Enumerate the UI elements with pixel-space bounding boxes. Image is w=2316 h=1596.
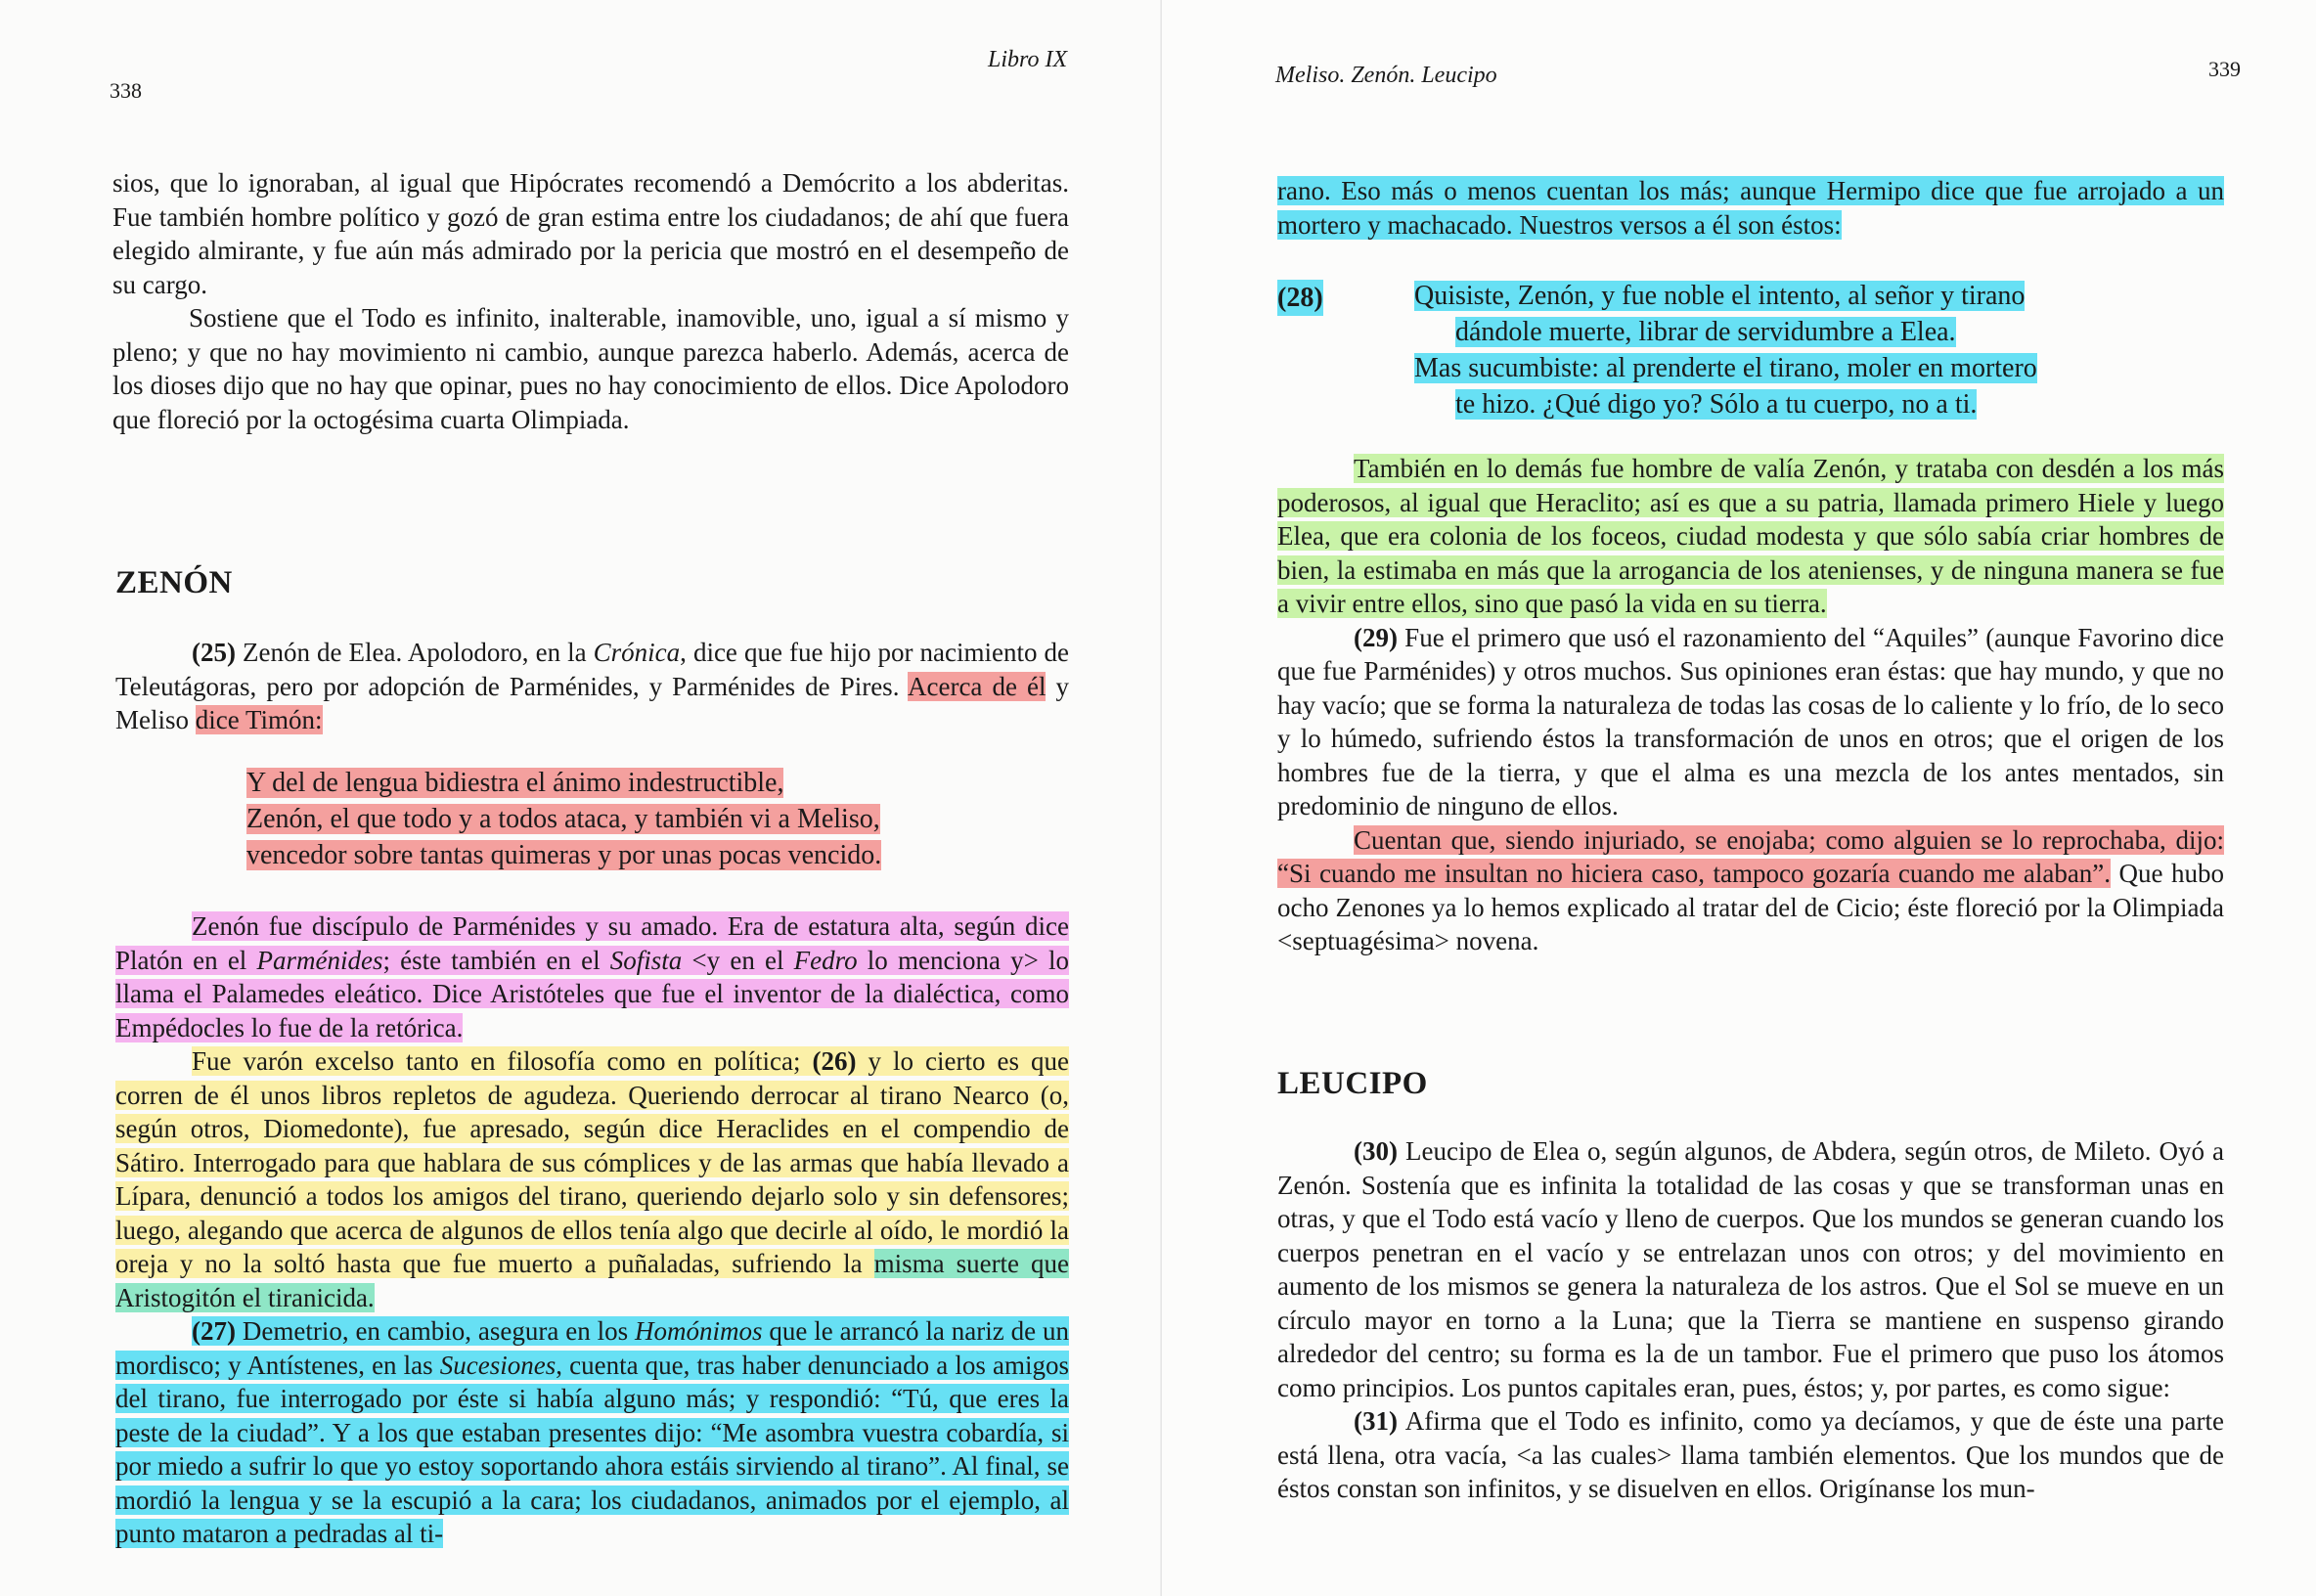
paragraph: [1277, 823, 2224, 958]
paragraph: [1277, 452, 2224, 621]
verse-line: Mas sucumbiste: al prenderte el tirano, moler en mortero: [1414, 353, 2037, 383]
paragraph: [1277, 621, 2224, 823]
paragraph: Sostiene que el Todo es infinito, inalterable, inamovible, uno, igual a sí mismo y pleno; y que no hay movimiento ni cambio, aunque parezca haberlo. Además, acerca de los dioses dijo que no hay que opinar, pues no hay conocimiento de ellos. Dice Apolodoro que floreció por la octogésima cuarta Olimpiada.: [112, 303, 1069, 434]
verse-timon: [246, 765, 881, 873]
text-run: Leucipo de Elea o, según algunos, de Abdera, según otros, de Mileto. Oyó a Zenón. Sostenía que es infinita la totalidad de las cosas y que se transforman unas en otras, y que el Todo está vacío y lleno de cuerpos. Que los mundos se generan cuando los cuerpos penetran en el vacío y se entrelazan unos con otros; y del movimiento en aumento de los mismos se genera la naturaleza de los astros. Que el Sol se mueve en un círculo mayor en torno a la Luna; que la Tierra se mantiene en suspenso girando alrededor del centro; su forma es la de un tambor. Fue el primero que puso los átomos como principios. Los puntos capitales eran, pues, éstos; y, por partes, es como sigue:: [1277, 1136, 2224, 1402]
paragraph: [1277, 1134, 2224, 1404]
paragraph: [115, 909, 1069, 1044]
text-run: Fue varón excelso tanto en filosofía como en política;: [192, 1046, 813, 1076]
highlight-red: Cuentan que, siendo injuriado, se enojaba; como alguien se lo reprochaba, dijo: “Si cuando me insultan no hiciera caso, tampoco gozaría cuando me alaban”.: [1277, 824, 2224, 888]
paragraphs-zeno-cont: [1277, 452, 2224, 958]
book-title: Parménides: [256, 945, 383, 975]
section-number: (28): [1277, 280, 1323, 316]
section-number: (25): [192, 638, 236, 667]
text-run: y lo cierto es que corren de él unos libros repletos de agudeza. Queriendo derrocar al tirano Nearco (o, según otros, Diomedonte), fue apresado, según dice Heraclides en el compendio de Sátiro. Interrogado para que hablara de sus cómplices y de las armas que había llevado a Lípara, denunció a todos los amigos del tirano, queriendo dejarlo solo y sin defensores; luego, alegando que acerca de algunos de ellos tenía algo que decirle al oído, le mordió la oreja y no la soltó hasta que fue muerto a puñaladas, sufriendo la: [115, 1046, 1069, 1278]
section-heading-leucippus: LEUCIPO: [1277, 1066, 1428, 1101]
page-number: 338: [110, 78, 142, 103]
paragraph-continuation: [1277, 174, 2224, 242]
verse-line: dándole muerte, librar de servidumbre a Elea.: [1455, 317, 1956, 347]
highlight-pink: [115, 911, 1069, 1042]
text-run: y Meliso: [115, 671, 1069, 734]
highlight-green: También en lo demás fue hombre de valía Zenón, y trataba con desdén a los más poderosos, al igual que Heraclito; así es que a su patria, llamada primero Hiele y luego Elea, que era colonia de los foceos, ciudad modesta y que sólo sabía criar hombres de bien, la estimaba en más que la arrogancia de los atenienses, y de ninguna manera se fue a vivir entre ellos, sino que pasó la vida en su tierra.: [1277, 454, 2224, 618]
section-heading-zeno: ZENÓN: [115, 565, 233, 600]
text-run: el ejemplo, al punto mataron a pedradas al ti-: [115, 1485, 1069, 1548]
paragraph-pink: [115, 909, 1069, 1551]
page-number: 339: [2208, 57, 2241, 81]
text-run: , cuenta que, tras haber denunciado a los amigos del tirano, fue interrogado por éste si había alguno más; y respondió: “Tú, que eres la peste de la ciudad”. Y a los que estaban presentes dijo: “Me asombra vuestra cobardía, si por miedo a sufrir lo que yo estoy soportando ahora estáis sirviendo al tirano”. Al final, se mordió la lengua y se la escupió a la cara; los ciudadanos, animados por: [115, 1350, 1069, 1515]
book-title: Homónimos: [635, 1316, 763, 1346]
paragraph: [1277, 174, 2224, 242]
paragraph: sios, que lo ignoraban, al igual que Hipócrates recomendó a Demócrito a los abderitas. Fue también hombre político y gozó de gran estima entre los ciudadanos; de ahí que fuera elegido almirante, y fue aún más admirado por la pericia que mostró en el desempeño de su cargo.: [112, 168, 1069, 299]
text-run: <y en el: [682, 945, 794, 975]
highlight-teal: misma suerte que Aristogitón el tiranicida.: [115, 1249, 1069, 1312]
highlight-yellow: [115, 1046, 1069, 1278]
book-title: Crónica: [593, 638, 681, 667]
paragraph: [115, 636, 1069, 737]
verse-line: te hizo. ¿Qué digo yo? Sólo a tu cuerpo, no a ti.: [1455, 389, 1978, 420]
paragraph: [1277, 1404, 2224, 1506]
text-run: ; éste también en el: [382, 945, 610, 975]
paragraphs-leucippus: [1277, 1134, 2224, 1506]
right-page: [1162, 0, 2316, 1596]
text-run: Afirma que el Todo es infinito, como ya decíamos, y que de éste una parte está llena, otra vacía, <a las cuales> llama también elementos. Que los mundos que de éstos constan son infinitos, y se disuelven en ellos. Origínanse los mun-: [1277, 1406, 2224, 1503]
verse-line: Quisiste, Zenón, y fue noble el intento, al señor y tirano: [1414, 281, 2026, 311]
text-run: Zenón de Elea. Apolodoro, en la: [243, 638, 594, 667]
section-number: (26): [812, 1046, 857, 1076]
verse-line: Zenón, el que todo y a todos ataca, y también vi a Meliso,: [246, 804, 880, 834]
paragraph-25: [115, 636, 1069, 737]
highlight-red: dice Timón:: [195, 705, 323, 734]
highlight-blue: rano. Eso más o menos cuentan los más; aunque Hermipo dice que fue arrojado a un mortero y machacado. Nuestros versos a él son éstos:: [1277, 176, 2224, 240]
running-head: Libro IX: [988, 47, 1068, 72]
paragraph: [115, 1044, 1069, 1314]
section-number: (30): [1354, 1136, 1398, 1166]
book-title: Fedro: [793, 945, 858, 975]
text-run: que le arrancó la nariz de un mordisco; y Antístenes, en las: [115, 1316, 1069, 1380]
section-number: (29): [1354, 622, 1398, 652]
highlight-blue: [115, 1316, 1069, 1548]
section-number: (31): [1354, 1406, 1398, 1436]
text-run: Demetrio, en cambio, asegura en los: [235, 1316, 635, 1346]
verse-line: Y del de lengua bidiestra el ánimo indestructible,: [246, 768, 784, 798]
text-run: Zenón fue discípulo de Parménides y su amado. Era de estatura alta, según dice Platón en el: [115, 911, 1069, 975]
highlight-red: Acerca de él: [907, 671, 1047, 701]
paragraph: [115, 1314, 1069, 1551]
verse-line: vencedor sobre tantas quimeras y por unas pocas vencido.: [246, 840, 882, 870]
text-run: lo menciona y> lo llama el Palamedes eleático. Dice Aristóteles que fue el inventor de la dialéctica, como Empédocles lo fue de la retórica.: [115, 945, 1070, 1042]
text-run: Fue el primero que usó el razonamiento del “Aquiles” (aunque Favorino dice que fue Parménides) y otros muchos. Sus opiniones eran éstas: que hay mundo, y que no hay vacío; que se forma la naturaleza de todas las cosas de lo caliente y lo frío, de lo seco y lo húmedo, sufriendo éstos la transformación de unos en otros; que el origen de los hombres fue de la tierra, y que el alma es una mezcla de los antes mentados, sin predominio de ninguno de ellos.: [1277, 622, 2224, 820]
running-head: Meliso. Zenón. Leucipo: [1275, 63, 1497, 88]
text-run: Que hubo ocho Zenones ya lo hemos explicado al tratar del de Cicio; éste floreció por la Olimpiada <septuagésima> novena.: [1277, 859, 2224, 955]
book-title: Sucesiones: [439, 1350, 557, 1380]
book-title: Sofista: [609, 945, 683, 975]
melissus-text: [112, 166, 1069, 436]
section-number: (27): [192, 1316, 236, 1346]
text-run: , dice que fue hijo por nacimiento de Teleutágoras, pero por adopción de Parménides, y Parménides de Pires.: [115, 638, 1070, 701]
